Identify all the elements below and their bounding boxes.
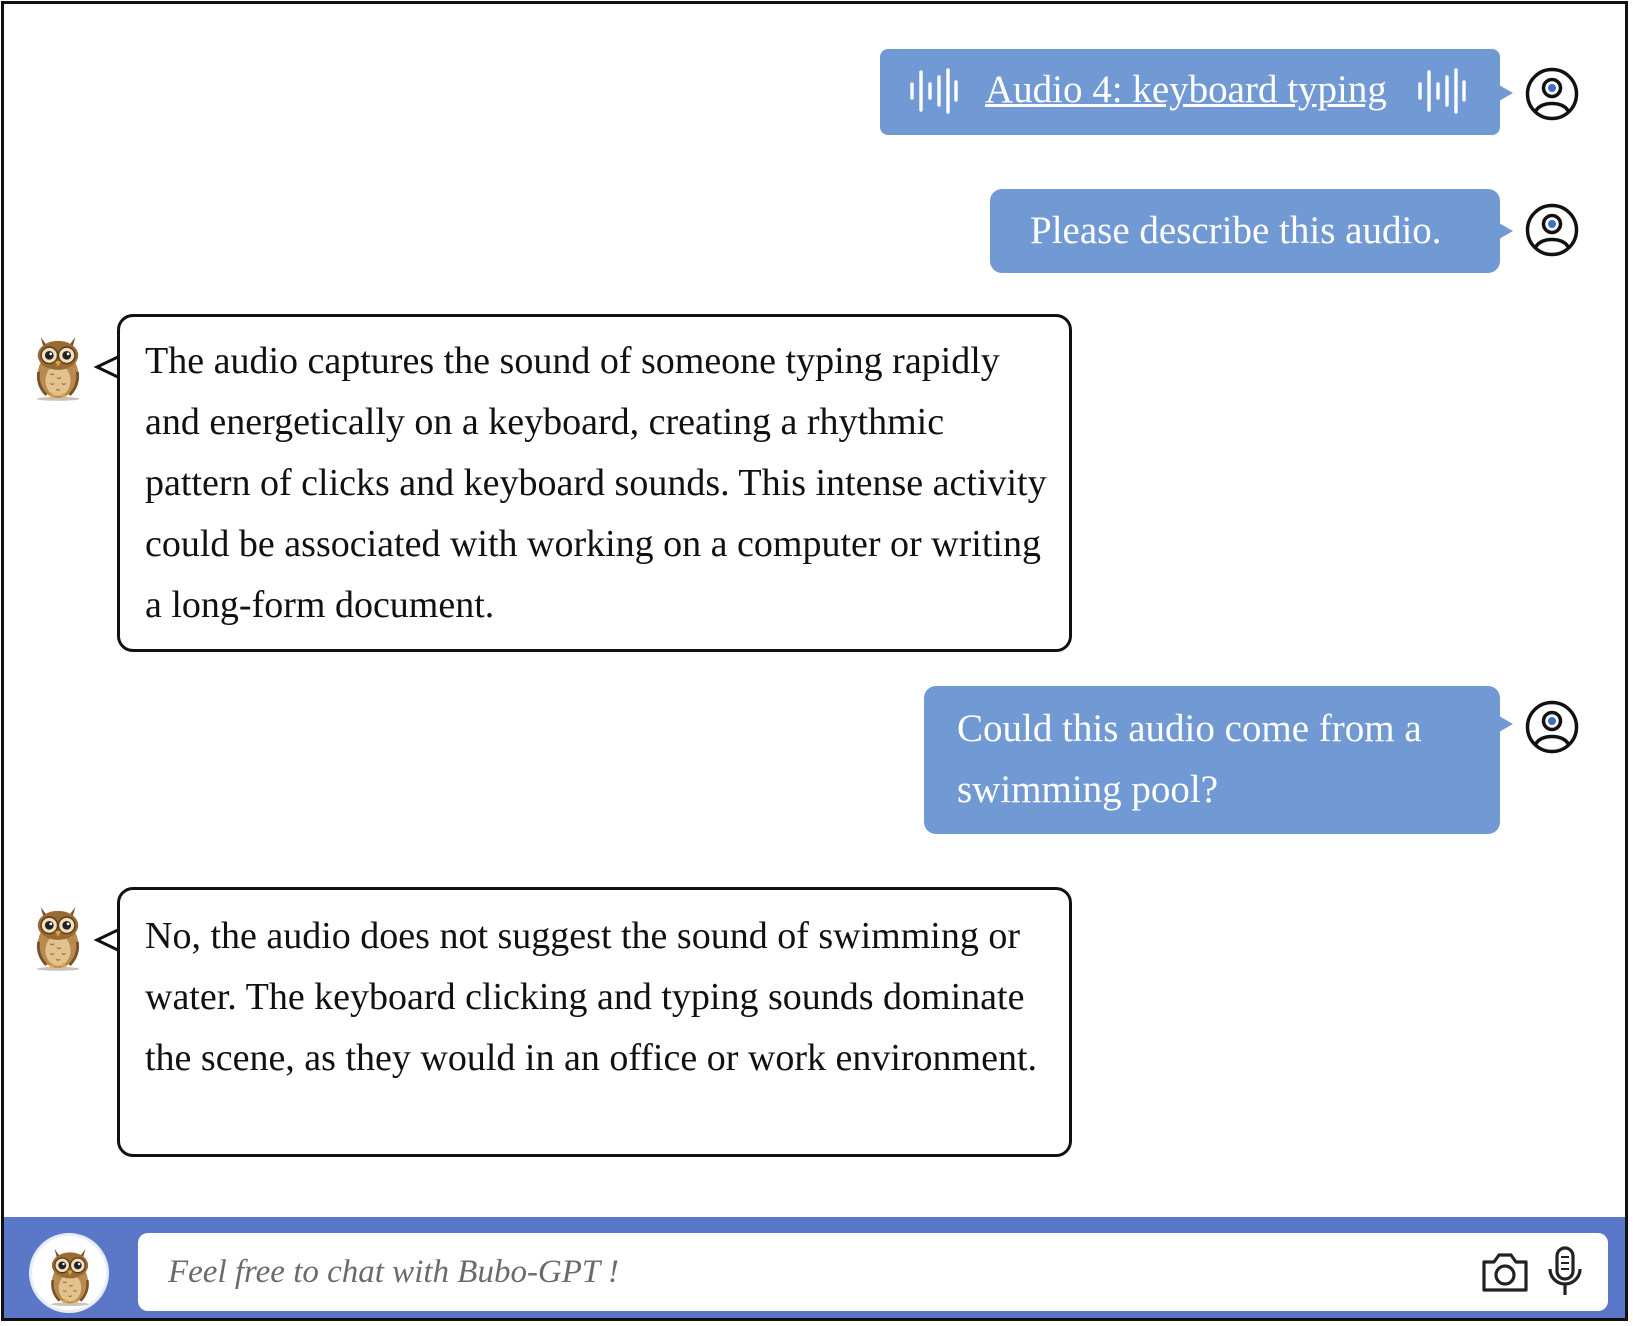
user-message-text: Please describe this audio. [1030, 209, 1442, 252]
audio-wave-icon [908, 66, 958, 116]
user-message-bubble [924, 686, 1500, 834]
assistant-message-bubble [117, 314, 1072, 652]
owl-avatar-icon [44, 1242, 96, 1306]
assistant-message-bubble [117, 887, 1072, 1157]
chat-window [1, 1, 1628, 1321]
chat-input-container [138, 1233, 1608, 1311]
assistant-message-text: The audio captures the sound of someone typing rapidly and energetically on a keyboard, creating a rhythmic pattern of clicks and keyboard sounds. This intense activity could be associated with working on a computer or writing a long-form document. [145, 340, 1047, 626]
bot-avatar [29, 1233, 109, 1313]
owl-avatar-icon [29, 329, 87, 401]
user-avatar-icon [1525, 67, 1579, 121]
user-message-bubble [990, 189, 1500, 273]
camera-icon[interactable] [1480, 1248, 1530, 1296]
assistant-message-text: No, the audio does not suggest the sound of swimming or water. The keyboard clicking and typing sounds dominate the scene, as they would in an office or work environment. [145, 915, 1038, 1079]
chat-input[interactable] [168, 1233, 1448, 1311]
microphone-icon[interactable] [1546, 1245, 1584, 1299]
audio-attachment-bubble[interactable] [880, 49, 1500, 135]
chat-input-bar [4, 1217, 1625, 1321]
owl-avatar-icon [29, 899, 87, 971]
user-message-text: Could this audio come from a swimming pool? [957, 707, 1422, 811]
user-avatar-icon [1525, 203, 1579, 257]
audio-attachment-link[interactable]: Audio 4: keyboard typing [985, 68, 1387, 111]
user-avatar-icon [1525, 700, 1579, 754]
audio-wave-icon [1416, 66, 1466, 116]
